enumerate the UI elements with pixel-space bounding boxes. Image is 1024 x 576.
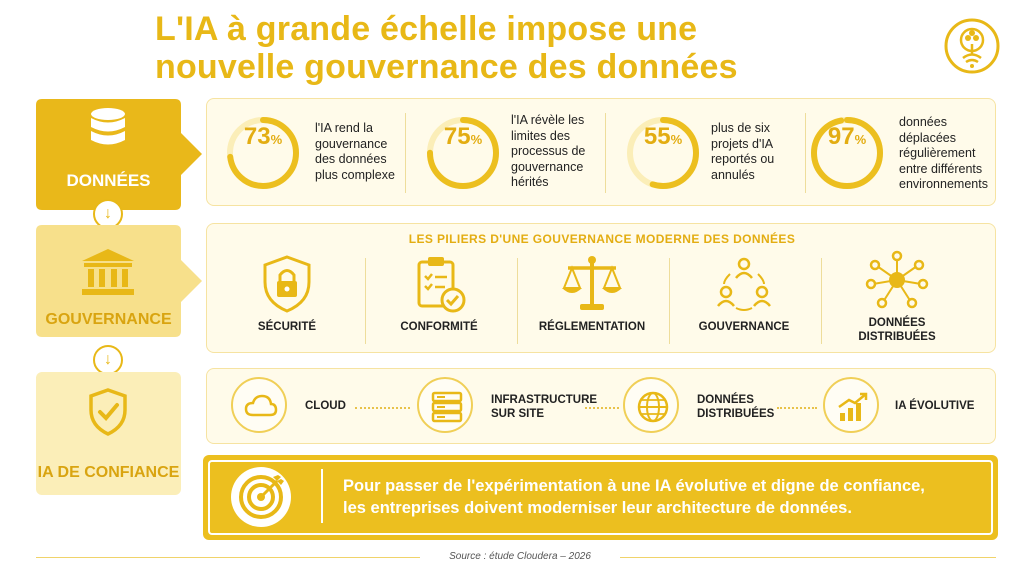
server-icon-circle <box>417 377 473 433</box>
stat-item <box>425 99 605 207</box>
call-to-action-banner <box>203 455 998 540</box>
pillar-label: GOUVERNANCE <box>698 321 790 333</box>
stat-description: l'IA rend la gouvernance des données plus complexe <box>315 121 395 182</box>
clipboard-check-icon <box>411 254 467 314</box>
server-icon <box>429 389 465 425</box>
cta-text: Pour passer de l'expérimentation à une IA évolutive et digne de confiance, les entreprises doivent moderniser leur architecture de données. <box>343 477 925 517</box>
pillars-title: LES PILIERS D'UNE GOUVERNANCE MODERNE DES DONNÉES <box>408 232 796 246</box>
pillar-conformite <box>364 254 514 349</box>
pillar-label: SÉCURITÉ <box>257 321 317 333</box>
infra-label: DONNÉES DISTRIBUÉES <box>697 394 775 420</box>
infra-label: IA ÉVOLUTIVE <box>895 400 975 412</box>
arrow-down-icon: ↓ <box>93 199 123 229</box>
stat-value: 55% <box>643 123 683 150</box>
stat-item <box>625 99 805 207</box>
step-label-gouvernance: GOUVERNANCE <box>45 311 172 328</box>
dotted-connector <box>355 407 410 409</box>
pillar-donnees-distribuees <box>822 250 972 345</box>
pillar-reglementation <box>517 254 667 349</box>
step-label-donnees: DONNÉES <box>66 171 151 190</box>
stats-panel <box>206 98 996 206</box>
dotted-connector <box>585 407 619 409</box>
pillar-label: DONNÉES DISTRIBUÉES <box>858 317 936 343</box>
growth-chart-icon-circle <box>823 377 879 433</box>
brain-tree-wifi-icon <box>944 18 1000 74</box>
people-cycle-icon <box>714 254 774 314</box>
pillars-panel <box>206 223 996 353</box>
step-donnees <box>36 99 181 210</box>
pillar-label: CONFORMITÉ <box>400 321 478 333</box>
network-nodes-icon <box>865 250 929 310</box>
cloud-icon <box>243 389 279 425</box>
pillar-label: RÉGLEMENTATION <box>538 321 646 333</box>
pillar-securite <box>212 254 362 349</box>
shield-check-icon <box>88 388 128 436</box>
scales-icon <box>560 254 624 314</box>
stat-value: 75% <box>443 123 483 150</box>
title-line-1: L'IA à grande échelle impose une <box>155 10 698 48</box>
pillar-gouvernance <box>669 254 819 349</box>
stat-value: 97% <box>827 123 867 150</box>
stat-item <box>809 99 995 207</box>
title-line-2: nouvelle gouvernance des données <box>155 48 738 86</box>
infra-panel <box>206 368 996 444</box>
step-ia-de-confiance <box>36 372 181 495</box>
growth-chart-icon <box>835 389 871 425</box>
target-arrow-icon <box>231 467 291 527</box>
infra-label: INFRASTRUCTURE SUR SITE <box>491 394 598 420</box>
stat-description: plus de six projets d'IA reportés ou annulés <box>711 121 775 182</box>
divider <box>605 113 606 193</box>
step-gouvernance <box>36 225 181 337</box>
stat-item <box>225 99 405 207</box>
cloud-icon-circle <box>231 377 287 433</box>
bank-icon <box>80 247 136 297</box>
infra-label: CLOUD <box>305 400 346 412</box>
divider <box>805 113 806 193</box>
step-label-ia-de-confiance: IA DE CONFIANCE <box>37 464 180 481</box>
arrow-down-icon: ↓ <box>93 345 123 375</box>
shield-lock-icon <box>259 254 315 314</box>
infra-item-sur-site <box>417 377 607 437</box>
source-note: Source : étude Cloudera – 2026 <box>420 551 620 562</box>
stat-description: l'IA révèle les limites des processus de gouvernance hérités <box>511 113 586 189</box>
infra-item-ia-evolutive <box>823 377 993 437</box>
page-title <box>155 10 875 86</box>
dotted-connector <box>777 407 817 409</box>
divider <box>405 113 406 193</box>
infra-item-donnees-distribuees <box>623 377 803 437</box>
stat-value: 73% <box>243 123 283 150</box>
globe-icon <box>635 389 671 425</box>
stat-description: données déplacées régulièrement entre différents environnements <box>899 115 988 191</box>
cta-separator <box>321 469 323 523</box>
database-icon <box>88 107 128 153</box>
globe-icon-circle <box>623 377 679 433</box>
